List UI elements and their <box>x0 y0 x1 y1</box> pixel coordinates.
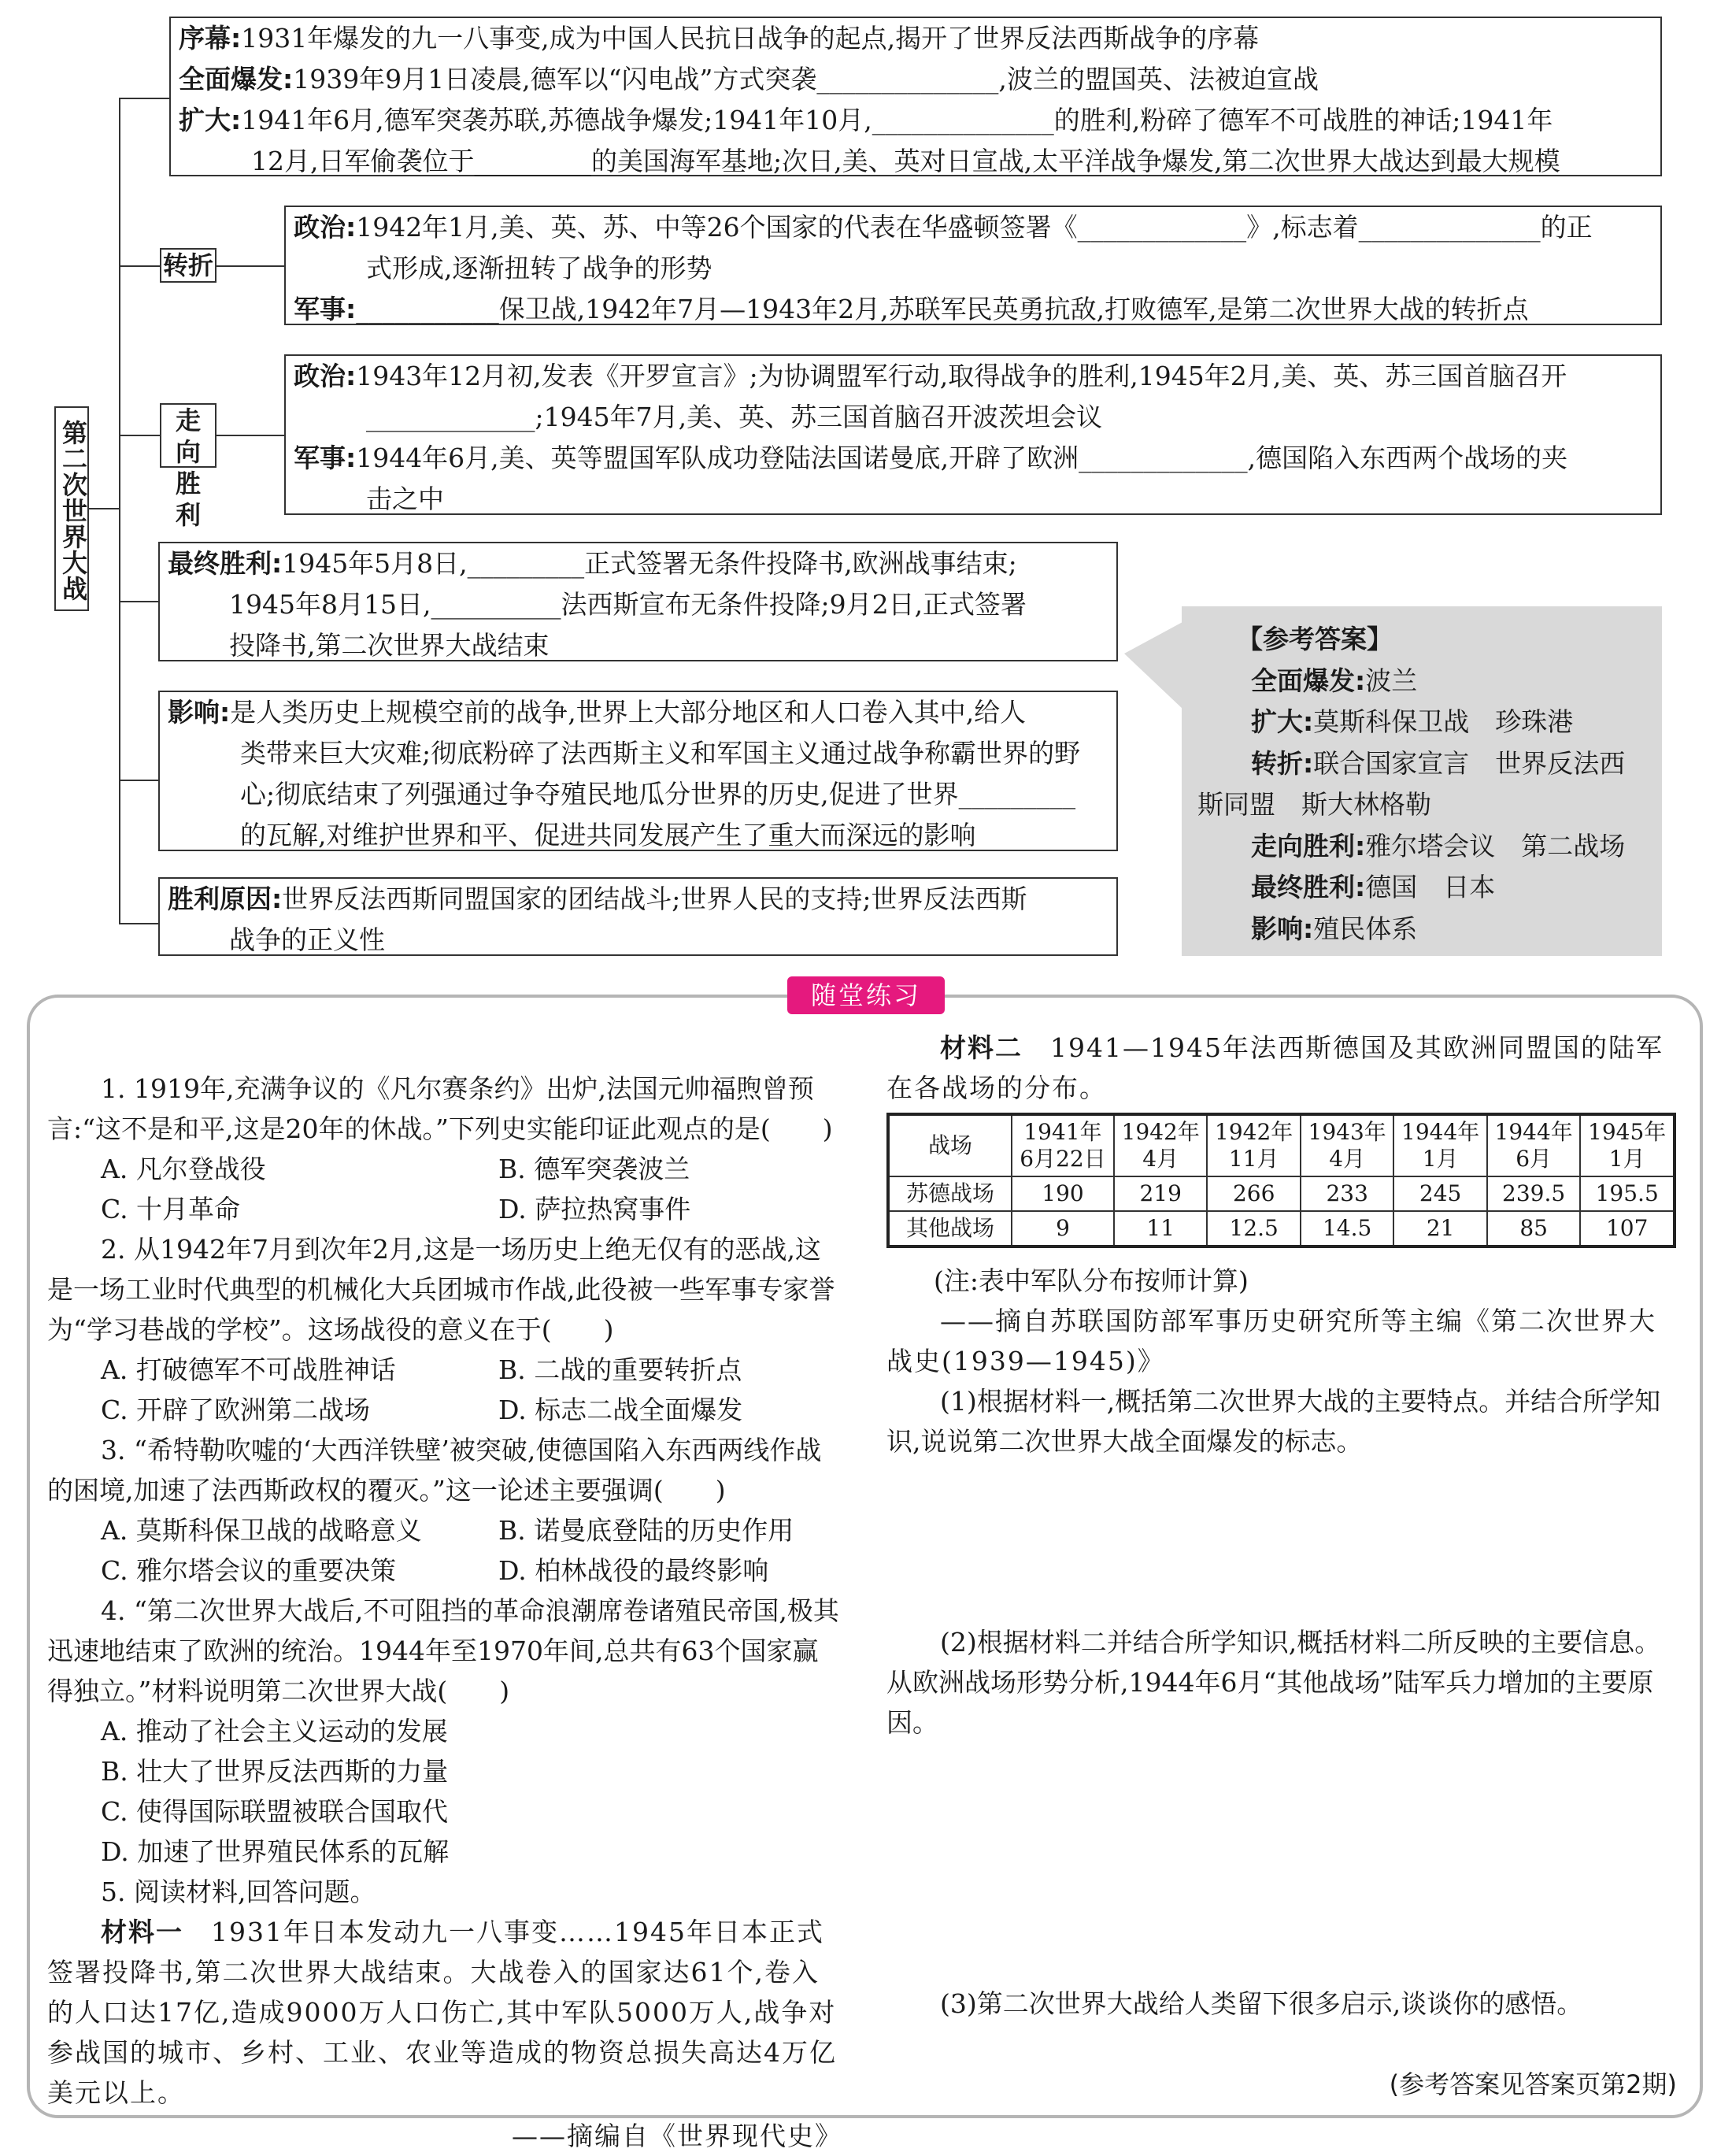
row-label-cell: 战场 <box>888 1114 1012 1176</box>
line: 军事:___________保卫战,1942年7月—1943年2月,苏联军民英勇抗敌,打败德军,是第二次世界大战的转折点 <box>294 294 1529 324</box>
table-row <box>888 1176 1675 1211</box>
table-cell: 85 <box>1487 1211 1580 1247</box>
option[interactable]: C. 开辟了欧洲第二战场 <box>101 1395 371 1425</box>
practice-tag: 随堂练习 <box>787 976 945 1014</box>
answer-row: 最终胜利:德国 日本 <box>1251 872 1496 902</box>
option[interactable]: C. 雅尔塔会议的重要决策 <box>101 1555 397 1586</box>
options <box>47 1189 842 1229</box>
right-column <box>886 1028 1678 1108</box>
options <box>47 1350 842 1390</box>
material-2-source: ——摘自苏联国防部军事历史研究所等主编《第二次世界大战史(1939—1945)》 <box>886 1306 1656 1376</box>
option[interactable]: B. 德军突袭波兰 <box>498 1154 690 1184</box>
subquestion-1: (1)根据材料一,概括第二次世界大战的主要特点。并结合所学知识,说说第二次世界大战全面爆发的标志。 <box>886 1386 1661 1457</box>
line: 序幕:1931年爆发的九一八事变,成为中国人民抗日战争的起点,揭开了世界反法西斯战争的序幕 <box>179 23 1260 54</box>
option[interactable]: B. 诺曼底登陆的历史作用 <box>498 1515 794 1546</box>
option[interactable]: D. 标志二战全面爆发 <box>498 1395 743 1425</box>
branch-line <box>119 265 160 267</box>
table-cell: 11 <box>1114 1211 1207 1247</box>
branch-line <box>216 265 284 267</box>
option[interactable]: B. 二战的重要转折点 <box>498 1354 742 1385</box>
subquestion-2: (2)根据材料二并结合所学知识,概括材料二所反映的主要信息。从欧洲战场形势分析,1944年6月“其他战场”陆军兵力增加的主要原因。 <box>886 1627 1661 1738</box>
option[interactable]: A. 打破德军不可战胜神话 <box>101 1354 396 1385</box>
table-cell: 266 <box>1207 1176 1300 1211</box>
table-cell: 9 <box>1012 1211 1114 1247</box>
question-1: 1. 1919年,充满争议的《凡尔赛条约》出炉,法国元帅福煦曾预言:“这不是和平,这是20年的休战。”下列史实能印证此观点的是( ) <box>47 1073 833 1144</box>
options <box>47 1550 842 1591</box>
section-final-victory <box>158 542 1118 661</box>
left-column <box>47 1069 842 2156</box>
line: 投降书,第二次世界大战结束 <box>229 630 550 661</box>
section-impact <box>158 691 1118 851</box>
table-cell: 21 <box>1393 1211 1486 1247</box>
line: 扩大:1941年6月,德军突袭苏联,苏德战争爆发;1941年10月,______________的胜利,粉碎了德军不可战胜的神话;1941年 <box>179 105 1553 135</box>
table-cell: 1944年 1月 <box>1393 1114 1486 1176</box>
line: 军事:1944年6月,美、英等盟国军队成功登陆法国诺曼底,开辟了欧洲_____________,德国陷入东西两个战场的夹 <box>294 443 1568 473</box>
table-cell: 233 <box>1301 1176 1393 1211</box>
option[interactable]: C. 十月革命 <box>101 1194 241 1224</box>
row-label-cell: 苏德战场 <box>888 1176 1012 1211</box>
line: 政治:1942年1月,美、英、苏、中等26个国家的代表在华盛顿签署《_____________》,标志着______________的正 <box>294 212 1593 243</box>
material-1: 材料一 1931年日本发动九一八事变……1945年日本正式签署投降书,第二次世界大战结束。大战卷入的国家达61个,卷入的人口达17亿,造成9000万人口伤亡,其中军队5000万人,战争对参战国的城市、乡村、工业、农业等造成的物资总损失高达4万亿美元以上。 <box>47 1917 837 2108</box>
subquestion-3: (3)第二次世界大战给人类留下很多启示,谈谈你的感悟。 <box>940 1988 1583 2019</box>
table-cell: 1941年 6月22日 <box>1012 1114 1114 1176</box>
title-connector <box>88 508 120 509</box>
option[interactable]: B. 壮大了世界反法西斯的力量 <box>101 1756 449 1787</box>
table-cell: 219 <box>1114 1176 1207 1211</box>
right-column-lower <box>886 1261 1678 2024</box>
branch-line <box>119 780 158 781</box>
line: 影响:是人类历史上规模空前的战争,世界上大部分地区和人口卷入其中,给人 <box>168 697 1027 728</box>
troop-distribution-table <box>886 1113 1676 1248</box>
branch-line <box>119 98 169 99</box>
table-header <box>888 1114 1675 1176</box>
line: 击之中 <box>366 483 444 514</box>
option[interactable]: D. 萨拉热窝事件 <box>498 1194 691 1224</box>
line: 最终胜利:1945年5月8日,_________正式签署无条件投降书,欧洲战事结束; <box>168 548 1017 579</box>
answer-row: 走向胜利:雅尔塔会议 第二战场 <box>1251 830 1626 861</box>
option[interactable]: D. 加速了世界殖民体系的瓦解 <box>101 1836 450 1867</box>
section-victory <box>284 354 1662 515</box>
question-4: 4. “第二次世界大战后,不可阻挡的革命浪潮席卷诸殖民帝国,极其迅速地结束了欧洲的统治。1944年至1970年间,总共有63个国家赢得独立。”材料说明第二次世界大战( ) <box>47 1595 839 1706</box>
table-row <box>888 1211 1675 1247</box>
table-cell: 107 <box>1580 1211 1675 1247</box>
table-cell: 195.5 <box>1580 1176 1675 1211</box>
trunk-line <box>119 98 120 923</box>
row-label-cell: 其他战场 <box>888 1211 1012 1247</box>
line: 战争的正义性 <box>229 924 385 955</box>
answer-row: 转折:联合国家宣言 世界反法西 <box>1251 747 1626 779</box>
line: 12月,日军偷袭位于_________的美国海军基地;次日,美、英对日宣战,太平洋战争爆发,第二次世界大战达到最大规模 <box>251 146 1560 176</box>
table-cell: 12.5 <box>1207 1211 1300 1247</box>
table-cell: 239.5 <box>1487 1176 1580 1211</box>
branch-line <box>119 601 158 602</box>
option[interactable]: A. 推动了社会主义运动的发展 <box>101 1716 448 1747</box>
section-outbreak <box>169 17 1662 176</box>
options <box>47 1149 842 1189</box>
answer-row: 扩大:莫斯科保卫战 珍珠港 <box>1251 706 1574 737</box>
question-3: 3. “希特勒吹嘘的‘大西洋铁壁’被突破,使德国陷入东西两线作战的困境,加速了法西斯政权的覆灭。”这一论述主要强调( ) <box>47 1435 822 1506</box>
table-cell: 1943年 4月 <box>1301 1114 1393 1176</box>
table-note: (注:表中军队分布按师计算) <box>934 1265 1249 1296</box>
footer-note: (参考答案见答案页第2期) <box>1389 2069 1677 2099</box>
table-cell: 245 <box>1393 1176 1486 1211</box>
table-cell: 1944年 6月 <box>1487 1114 1580 1176</box>
section-turning <box>284 206 1662 325</box>
line: 1945年8月15日,__________法西斯宣布无条件投降;9月2日,正式签署 <box>229 589 1027 620</box>
table-cell: 1942年 4月 <box>1114 1114 1207 1176</box>
table-cell: 190 <box>1012 1176 1114 1211</box>
callout-pointer <box>1124 622 1182 709</box>
answer-row: 斯同盟 斯大林格勒 <box>1197 789 1431 820</box>
material-2: 材料二 1941—1945年法西斯德国及其欧洲同盟国的陆军在各战场的分布。 <box>886 1032 1664 1103</box>
table-cell: 1945年 1月 <box>1580 1114 1675 1176</box>
answer-row: 全面爆发:波兰 <box>1251 665 1418 696</box>
victory-label: 走向胜利 <box>160 403 216 468</box>
mindmap-title: 第二次世界大战 <box>54 406 89 611</box>
section-reasons <box>158 877 1118 956</box>
line: 全面爆发:1939年9月1日凌晨,德军以“闪电战”方式突袭______________,波兰的盟国英、法被迫宣战 <box>179 64 1319 94</box>
question-5: 5. 阅读材料,回答问题。 <box>101 1876 376 1907</box>
answer-row: 影响:殖民体系 <box>1251 913 1418 944</box>
turning-label: 转折 <box>160 248 216 283</box>
table-cell: 14.5 <box>1301 1211 1393 1247</box>
option[interactable]: A. 莫斯科保卫战的战略意义 <box>101 1515 422 1546</box>
options <box>47 1390 842 1430</box>
table-cell: 1942年 11月 <box>1207 1114 1300 1176</box>
line: 心;彻底结束了列强通过争夺殖民地瓜分世界的历史,促进了世界_________ <box>240 779 1076 809</box>
line: 类带来巨大灾难;彻底粉碎了法西斯主义和军国主义通过战争称霸世界的野 <box>240 738 1081 769</box>
material-1-source: ——摘编自《世界现代史》 <box>512 2121 842 2151</box>
branch-line <box>119 435 160 436</box>
option[interactable]: A. 凡尔登战役 <box>101 1154 266 1184</box>
line: 政治:1943年12月初,发表《开罗宣言》;为协调盟军行动,取得战争的胜利,1945年2月,美、英、苏三国首脑召开 <box>294 361 1567 391</box>
branch-line <box>119 923 158 924</box>
line: 式形成,逐渐扭转了战争的形势 <box>366 253 712 283</box>
option[interactable]: C. 使得国际联盟被联合国取代 <box>101 1796 449 1827</box>
answers-title: 【参考答案】 <box>1237 624 1393 654</box>
line: 的瓦解,对维护世界和平、促进共同发展产生了重大而深远的影响 <box>240 820 976 850</box>
question-2: 2. 从1942年7月到次年2月,这是一场历史上绝无仅有的恶战,这是一场工业时代典型的机械化大兵团城市作战,此役被一些军事专家誉为“学习巷战的学校”。这场战役的意义在于( ) <box>47 1234 835 1345</box>
line: 胜利原因:世界反法西斯同盟国家的团结战斗;世界人民的支持;世界反法西斯 <box>168 884 1027 914</box>
option[interactable]: D. 柏林战役的最终影响 <box>498 1555 769 1586</box>
branch-line <box>216 435 284 436</box>
line: _____________;1945年7月,美、英、苏三国首脑召开波茨坦会议 <box>366 402 1103 432</box>
options <box>47 1510 842 1550</box>
reference-answers <box>1182 606 1662 956</box>
